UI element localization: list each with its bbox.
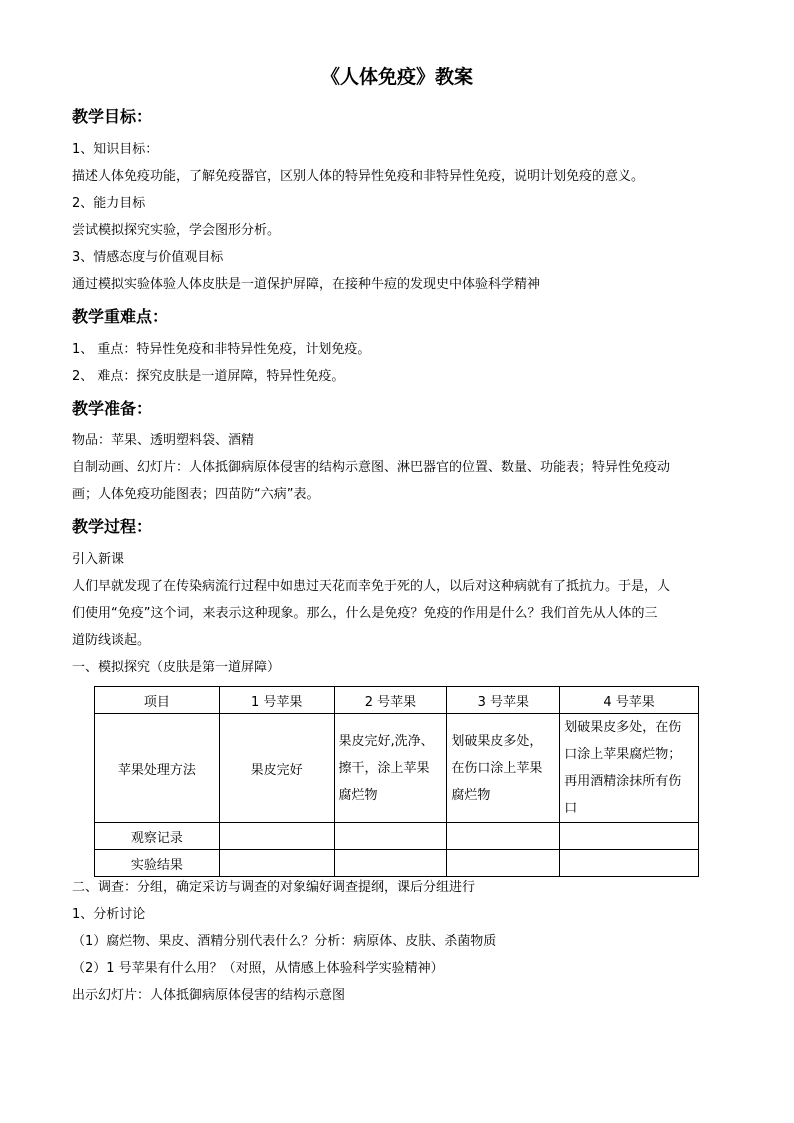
- process-line: 引入新课: [72, 552, 125, 567]
- process-line: 道防线谈起。: [72, 633, 151, 648]
- table-header-cell: 项目: [95, 687, 220, 714]
- goals-line: 2、能力目标: [72, 196, 146, 211]
- process-line: 1、分析讨论: [72, 907, 146, 922]
- table-cell: [219, 823, 334, 850]
- heading-goals: 教学目标：: [72, 107, 153, 126]
- goals-line: 尝试模拟探究实验，学会图形分析。: [72, 223, 281, 238]
- document-title: 《人体免疫》教案: [320, 66, 473, 88]
- heading-process: 教学过程：: [72, 517, 153, 536]
- table-row: [95, 714, 699, 823]
- prep-line: 物品：苹果、透明塑料袋、酒精: [72, 433, 255, 448]
- prep-line: 画；人体免疫功能图表；四苗防“六病”表。: [72, 487, 320, 502]
- table-row: [95, 823, 699, 850]
- table-cell: [334, 850, 447, 877]
- table-cell: [334, 823, 447, 850]
- process-line: 出示幻灯片：人体抵御病原体侵害的结构示意图: [72, 988, 346, 1003]
- table-cell: 划破果皮多处，在伤口涂上苹果腐烂物；再用酒精涂抹所有伤口: [560, 714, 699, 823]
- goals-line: 描述人体免疫功能，了解免疫器官，区别人体的特异性免疫和非特异性免疫，说明计划免疫的意义。: [72, 169, 645, 184]
- goals-line: 1、知识目标：: [72, 142, 159, 157]
- key-points-line: 2、 难点：探究皮肤是一道屏障，特异性免疫。: [72, 369, 345, 384]
- experiment-table: [94, 686, 699, 877]
- table-header-row: [95, 687, 699, 714]
- table-cell: 划破果皮多处，在伤口涂上苹果腐烂物: [447, 714, 560, 823]
- table-cell: [560, 823, 699, 850]
- table-header-cell: 1 号苹果: [219, 687, 334, 714]
- table-cell: [447, 823, 560, 850]
- process-line: 二、调查：分组，确定采访与调查的对象编好调查提纲，课后分组进行: [72, 880, 476, 895]
- table-cell: [560, 850, 699, 877]
- goals-line: 通过模拟实验体验人体皮肤是一道保护屏障，在接种牛痘的发现史中体验科学精神: [72, 277, 541, 292]
- table-header-cell: 2 号苹果: [334, 687, 447, 714]
- table-cell: 果皮完好: [219, 714, 334, 823]
- key-points-line: 1、 重点：特异性免疫和非特异性免疫，计划免疫。: [72, 342, 371, 357]
- table-header-cell: 4 号苹果: [560, 687, 699, 714]
- process-line: 一、模拟探究（皮肤是第一道屏障）: [72, 660, 281, 675]
- table-cell: 观察记录: [95, 823, 220, 850]
- table-cell: [219, 850, 334, 877]
- process-line: （1）腐烂物、果皮、酒精分别代表什么？分析：病原体、皮肤、杀菌物质: [72, 934, 497, 949]
- table-cell: [447, 850, 560, 877]
- table-cell: 实验结果: [95, 850, 220, 877]
- table-header-cell: 3 号苹果: [447, 687, 560, 714]
- prep-line: 自制动画、幻灯片：人体抵御病原体侵害的结构示意图、淋巴器官的位置、数量、功能表；特异性免疫动: [72, 460, 671, 475]
- table-cell: 苹果处理方法: [95, 714, 220, 823]
- process-line: （2）1 号苹果有什么用？（对照，从情感上体验科学实验精神）: [72, 961, 444, 976]
- process-line: 们使用“免疫”这个词，来表示这种现象。那么，什么是免疫？免疫的作用是什么？我们首先从人体的三: [72, 606, 658, 621]
- heading-prep: 教学准备：: [72, 399, 153, 418]
- table-row: [95, 850, 699, 877]
- table-cell: 果皮完好,洗净、擦干，涂上苹果腐烂物: [334, 714, 447, 823]
- goals-line: 3、情感态度与价值观目标: [72, 250, 224, 265]
- process-line: 人们早就发现了在传染病流行过程中如患过天花而幸免于死的人，以后对这种病就有了抵抗力。于是，人: [72, 579, 671, 594]
- heading-key-points: 教学重难点：: [72, 307, 169, 326]
